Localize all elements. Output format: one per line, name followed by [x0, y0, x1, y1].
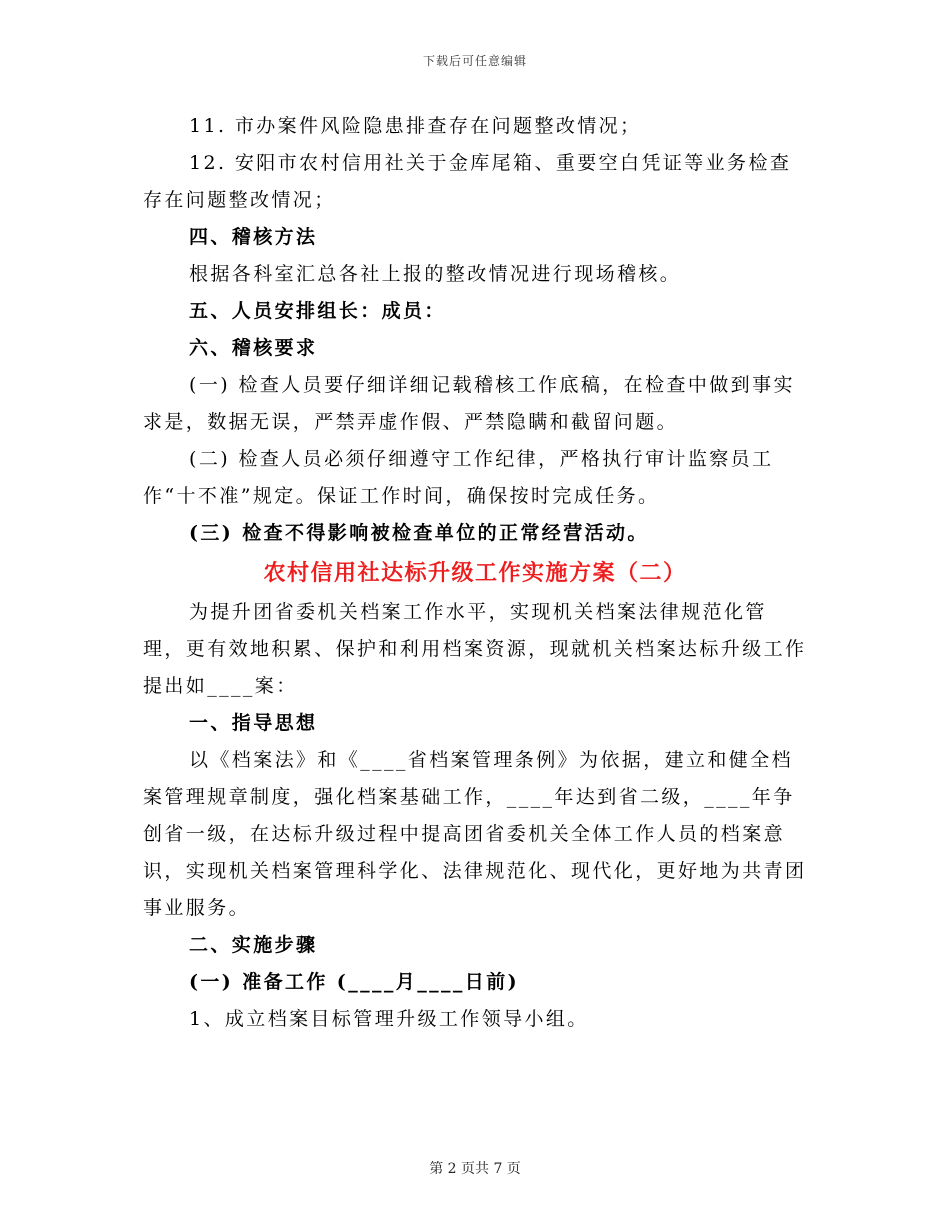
- section-heading-6: 六、稽核要求: [189, 337, 318, 359]
- section-heading-steps: 二、实施步骤: [189, 934, 318, 956]
- document-body: [143, 108, 807, 1038]
- intro-paragraph: 为提升团省委机关档案工作水平，实现机关档案法律规范化管理，更有效地积累、保护和利用档案资源，现就机关档案达标升级工作提出如____案：: [143, 601, 807, 697]
- item-12: 12. 安阳市农村信用社关于金库尾箱、重要空白凭证等业务检查存在问题整改情况；: [143, 152, 792, 211]
- section-heading-5: 五、人员安排组长：成员：: [189, 300, 446, 322]
- step-1-item-1: 1、成立档案目标管理升级工作领导小组。: [189, 1008, 589, 1030]
- section-heading-4: 四、稽核方法: [189, 226, 318, 248]
- item-11: 11. 市办案件风险隐患排查存在问题整改情况；: [189, 115, 642, 137]
- requirement-3: (三) 检查不得影响被检查单位的正常经营活动。: [189, 522, 649, 544]
- page-header: 下载后可任意编辑: [422, 54, 527, 68]
- requirement-2: (二) 检查人员必须仔细遵守工作纪律，严格执行审计监察员工作“十不准”规定。保证工作时间，确保按时完成任务。: [143, 448, 774, 507]
- guiding-body: 以《档案法》和《____省档案管理条例》为依据，建立和健全档案管理规章制度，强化档案基础工作，____年达到省二级，____年争创省一级，在达标升级过程中提高团省委机关全体工作人员的档案意识，实现机关档案管理科学化、法律规范化、现代化，更好地为共青团事业服务。: [143, 749, 807, 919]
- step-1-heading: (一) 准备工作 (____月____日前): [189, 971, 519, 993]
- page-footer: 第 2 页共 7 页: [429, 1161, 521, 1177]
- section-4-body: 根据各科室汇总各社上报的整改情况进行现场稽核。: [189, 263, 682, 285]
- requirement-1: (一) 检查人员要仔细详细记载稽核工作底稿，在检查中做到事实求是，数据无误，严禁弄虚作假、严禁隐瞒和截留问题。: [143, 374, 795, 433]
- section-heading-guiding: 一、指导思想: [189, 712, 318, 734]
- document-title: 农村信用社达标升级工作实施方案（二）: [263, 560, 687, 586]
